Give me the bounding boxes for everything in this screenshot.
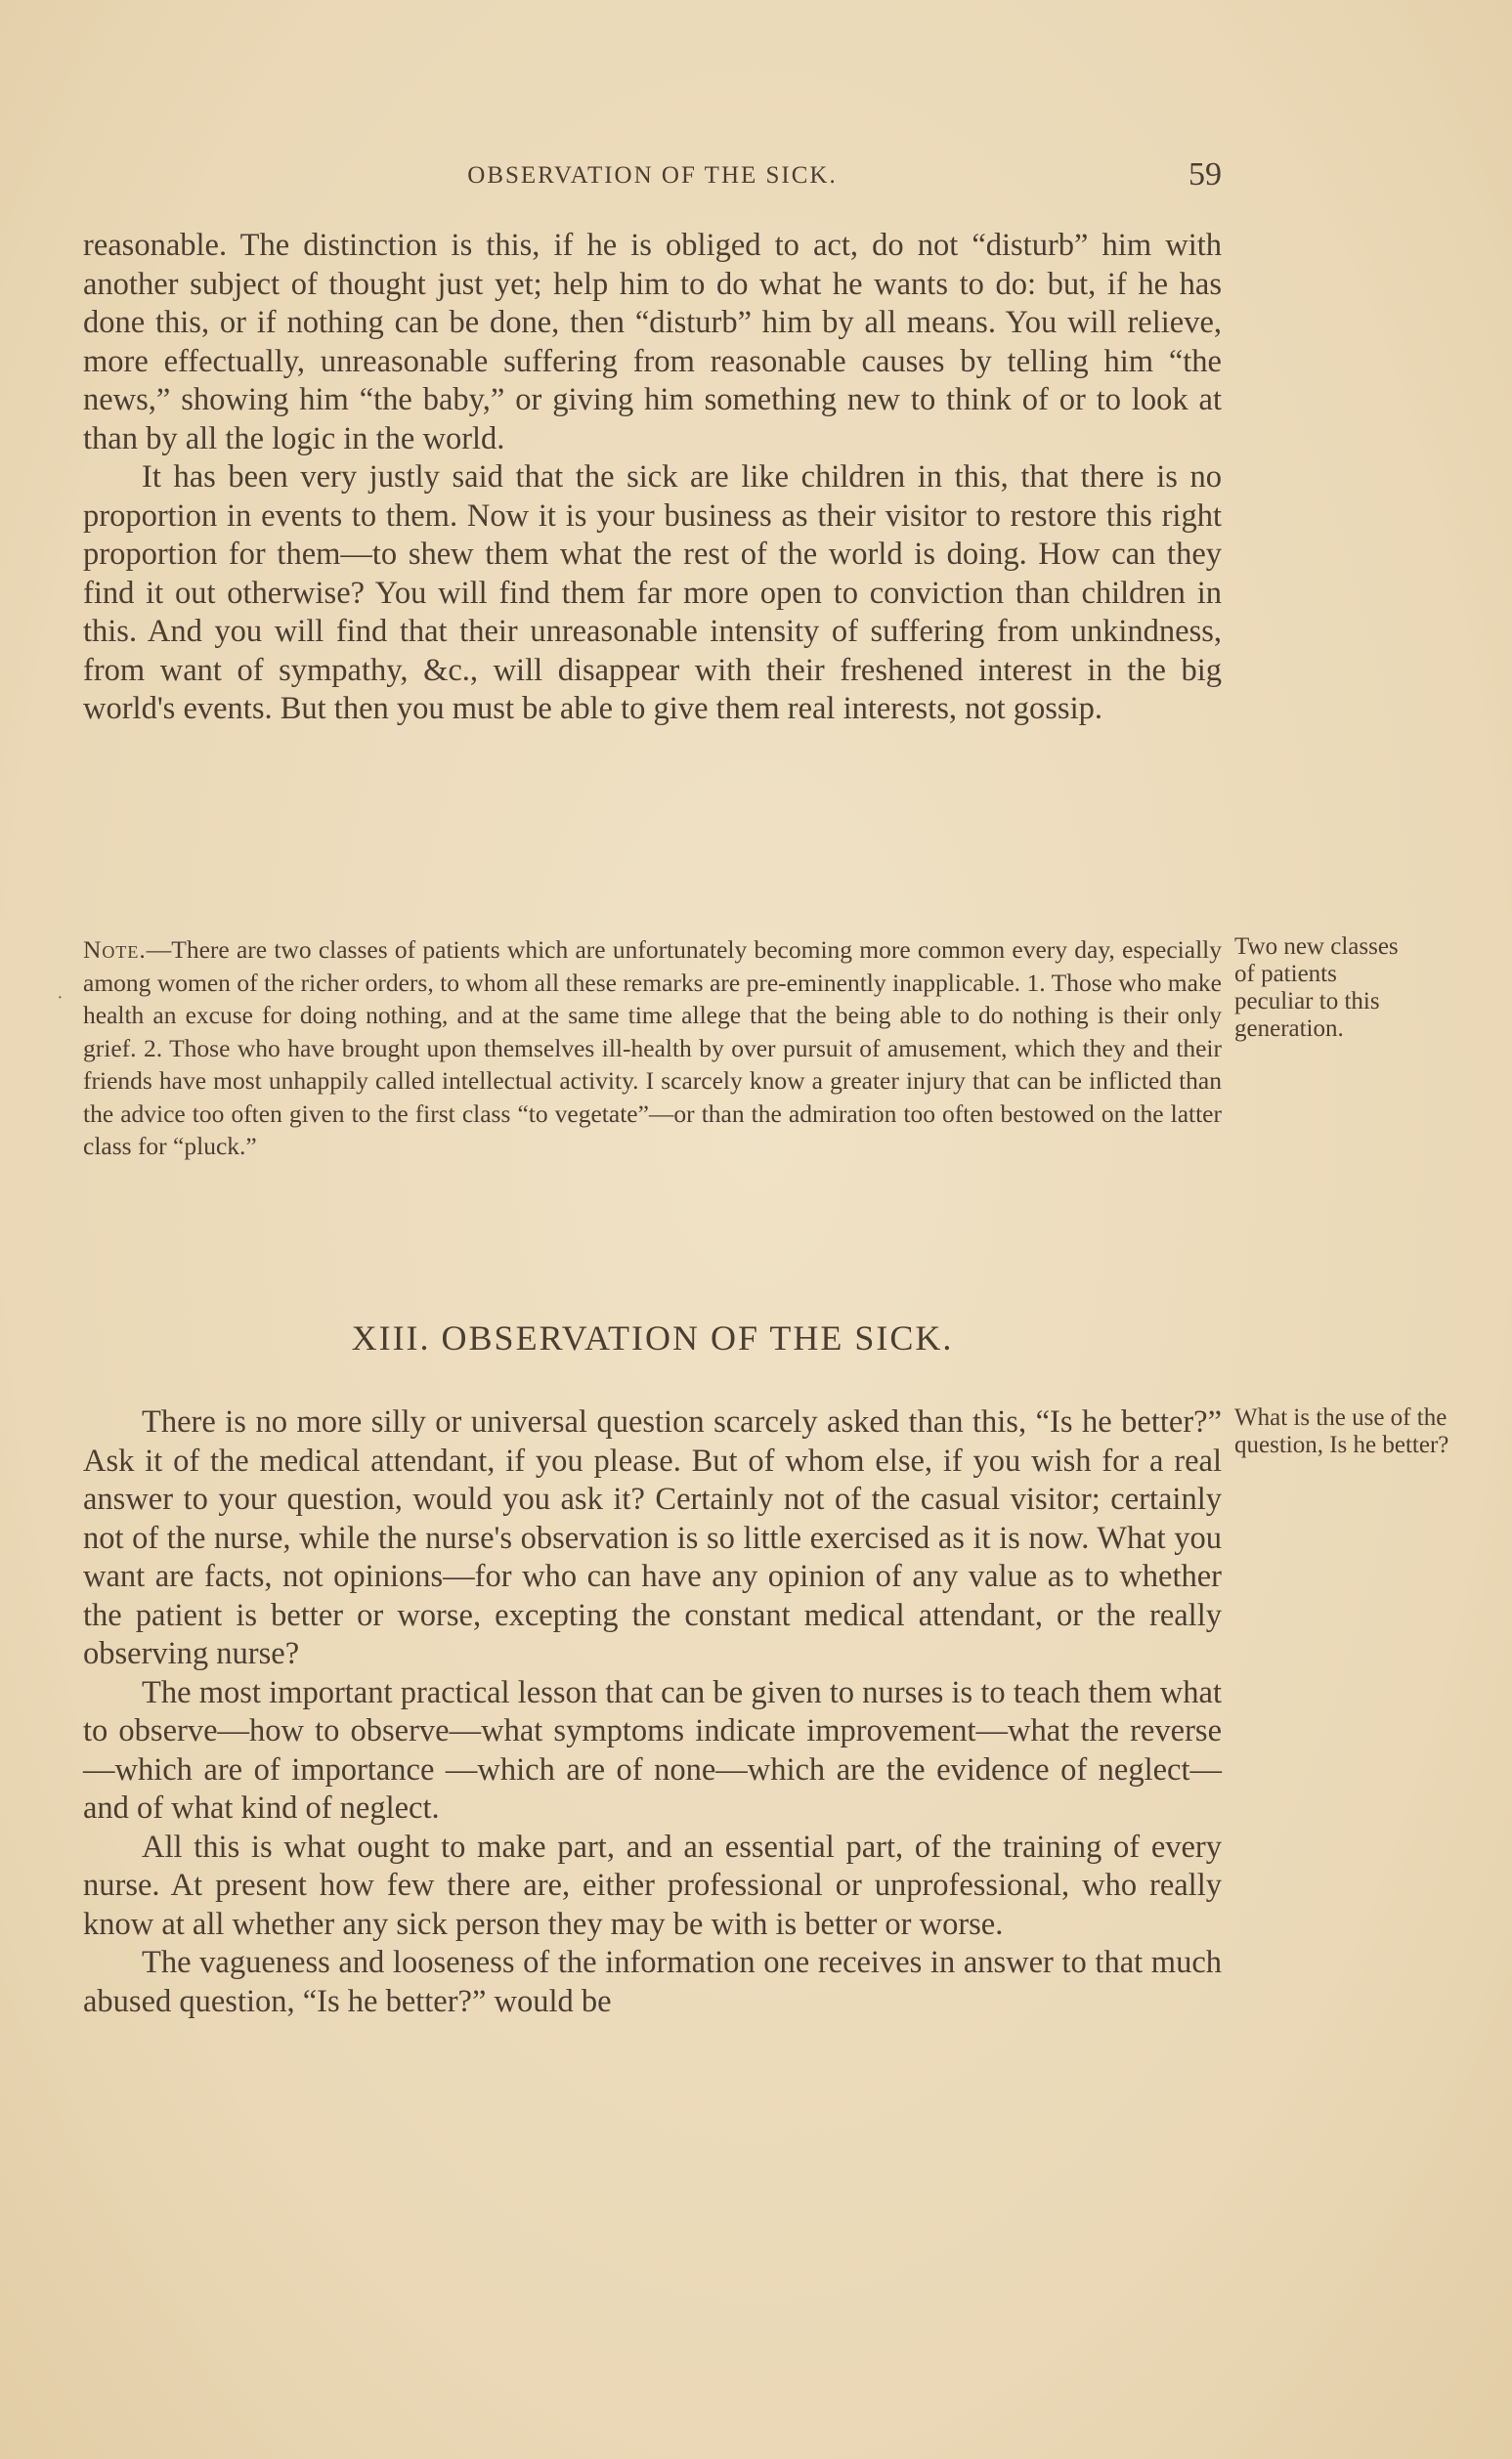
running-title: OBSERVATION OF THE SICK. [467,162,838,189]
margin-note: Two new classes of patients peculiar to this generation. [1234,933,1399,1042]
paragraph: There is no more silly or universal question scarcely asked than this, “Is he better?” Ask it of the medical attendant, if you please. But of whom else, if you wish for a real answer to your question, would you ask it? Certainly not of the casual visitor; certainly not of the nurse, while the nurse's observation is so little exercised as it is now. What you want are facts, not opinions—for who can have any opinion of any value as to whether the patient is better or worse, excepting the constant medical attendant, or the really observing nurse? [83,1404,1222,1671]
chapter-heading: XIII. OBSERVATION OF THE SICK. [351,1318,954,1358]
note-label: Note. [83,935,147,964]
section-body [83,227,1222,729]
running-head [83,156,1222,195]
paragraph: It has been very justly said that the sick are like children in this, that there is no proportion in events to them. Now it is your business as their visitor to restore this right proportion for them—to shew them what the rest of the world is doing. How can they find it out otherwise? You will find them far more open to conviction than children in this. And you will find that their unreasonable intensity of suffering from unkindness, from want of sympathy, &c., will disappear with their freshened interest in the big world's events. But then you must be able to give them real interests, not gossip. [83,459,1222,726]
paragraph: The vagueness and looseness of the information one receives in answer to that much abused question, “Is he better?” would be [83,1945,1222,2019]
margin-mark: · [57,987,64,1009]
note-text [83,933,1222,1163]
paragraph: All this is what ought to make part, and an essential part, of the training of every nurse. At present how few there are, either professional or unprofessional, who really know at all whether any sick person they may be with is better or worse. [83,1829,1222,1942]
paragraph: reasonable. The distinction is this, if he is obliged to act, do not “disturb” him with another subject of thought just yet; help him to do what he wants to do: but, if he has done this, or if nothing can be done, then “disturb” him by all means. You will relieve, more effectually, unreasonable suffering from reasonable causes by telling him “the news,” showing him “the baby,” or giving him something new to think of or to look at than by all the logic in the world. [83,228,1222,456]
chapter-body [83,1403,1222,2021]
paragraph: The most important practical lesson that can be given to nurses is to teach them what to observe—how to observe—what symptoms indicate improvement—what the reverse—which are of importance —which are of none—which are the evidence of neglect—and of what kind of neglect. [83,1674,1222,1826]
margin-note: What is the use of the question, Is he better? [1234,1404,1449,1458]
page-number: 59 [1188,156,1222,193]
note-body: —There are two classes of patients which are unfortunately becoming more common every day, especially among women of the richer orders, to whom all these remarks are pre-eminently inapplicable. 1. Those who make health an excuse for doing nothing, and at the same time allege that the being able to do nothing is their only grief. 2. Those who have brought upon themselves ill-health by over pursuit of amusement, which they and their friends have most unhappily called intellectual activity. I scarcely know a greater injury that can be inflicted than the advice too often given to the first class “to vegetate”—or than the admiration too often bestowed on the latter class for “pluck.” [83,935,1222,1160]
